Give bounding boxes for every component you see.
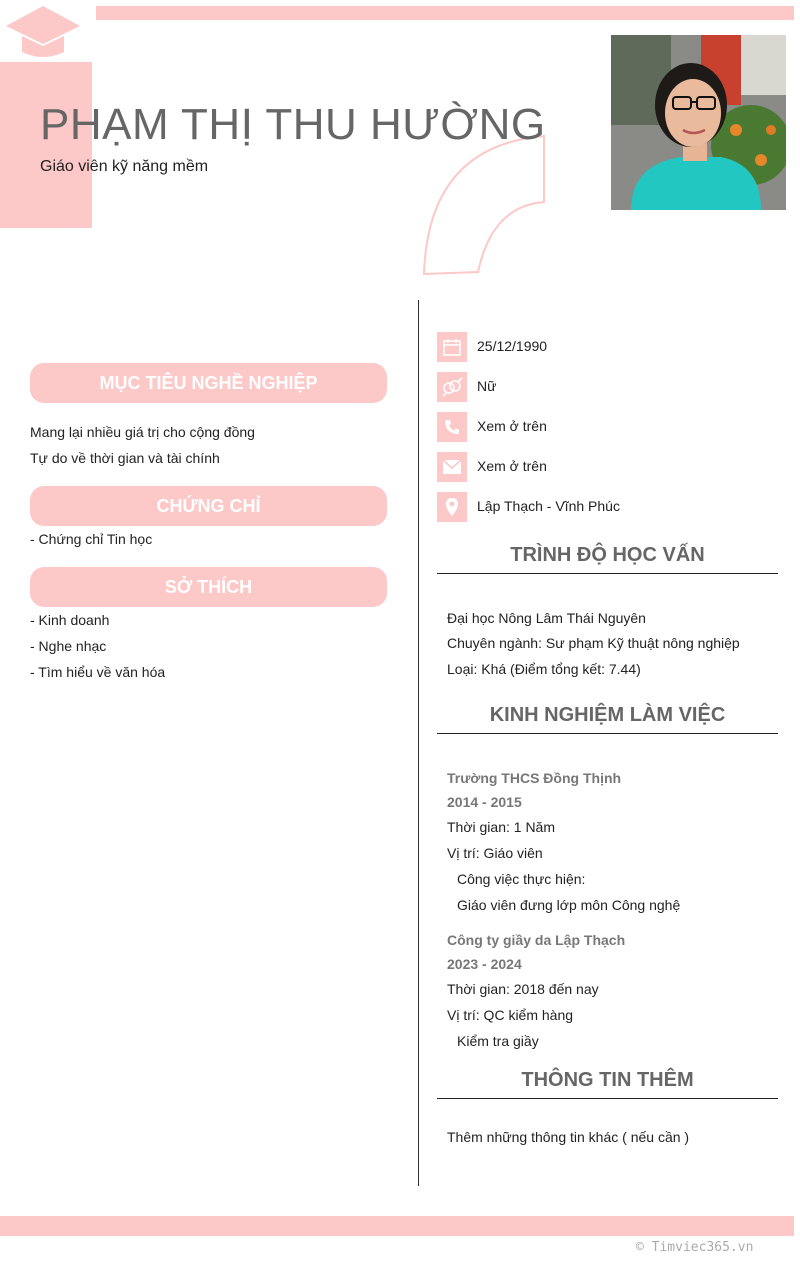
decorative-arc: [420, 134, 548, 278]
education-grade: Loại: Khá (Điểm tổng kết: 7.44): [447, 661, 641, 677]
job-2-position: Vị trí: QC kiểm hàng: [447, 1007, 574, 1023]
location-icon: [437, 492, 467, 522]
hobby-item-3: - Tìm hiểu về văn hóa: [30, 664, 166, 680]
education-heading: TRÌNH ĐỘ HỌC VẤN: [510, 544, 705, 566]
objective-heading: MỤC TIÊU NGHỀ NGHIỆP: [30, 363, 387, 403]
job-1-detail-1: Công việc thực hiện:: [457, 871, 586, 887]
job-2-duration: Thời gian: 2018 đến nay: [447, 981, 599, 997]
gender-icon: [437, 372, 467, 402]
extra-info-heading: THÔNG TIN THÊM: [521, 1069, 694, 1091]
phone-value: Xem ở trên: [477, 418, 547, 434]
objective-line-2: Tự do về thời gian và tài chính: [30, 450, 220, 466]
profile-photo: [611, 35, 786, 210]
candidate-name: PHẠM THỊ THU HƯỜNG: [40, 100, 546, 149]
education-divider: [437, 573, 778, 574]
graduation-cap-icon: [4, 4, 82, 62]
extra-info-text: Thêm những thông tin khác ( nếu cần ): [447, 1129, 690, 1145]
education-major: Chuyên ngành: Sư phạm Kỹ thuật nông nghiệp: [447, 635, 740, 651]
hobby-item-2: - Nghe nhạc: [30, 638, 107, 654]
address-value: Lập Thạch - Vĩnh Phúc: [477, 498, 620, 514]
job-1-position: Vị trí: Giáo viên: [447, 845, 543, 861]
job-1-detail-2: Giáo viên đưng lớp môn Công nghệ: [457, 897, 681, 913]
experience-heading: KINH NGHIỆM LÀM VIỆC: [489, 704, 726, 726]
job-1-duration: Thời gian: 1 Năm: [447, 819, 556, 835]
extra-info-divider: [437, 1098, 778, 1099]
job-2-company: Công ty giầy da Lập Thạch: [447, 932, 626, 948]
education-school: Đại học Nông Lâm Thái Nguyên: [447, 610, 646, 626]
birthday-value: 25/12/1990: [477, 338, 548, 354]
bottom-accent-bar: [0, 1216, 794, 1236]
hobby-item-1: - Kinh doanh: [30, 612, 110, 628]
experience-divider: [437, 733, 778, 734]
gender-value: Nữ: [477, 378, 497, 394]
email-icon: [437, 452, 467, 482]
top-accent-bar: [96, 6, 794, 20]
job-1-period: 2014 - 2015: [447, 794, 522, 810]
column-divider: [418, 300, 419, 1186]
certificate-item: - Chứng chỉ Tin học: [30, 531, 153, 547]
hobbies-heading: SỞ THÍCH: [30, 567, 387, 607]
certificates-heading: CHỨNG CHỈ: [30, 486, 387, 526]
job-title: Giáo viên kỹ năng mềm: [40, 158, 209, 175]
job-1-company: Trường THCS Đồng Thịnh: [447, 770, 622, 786]
email-value: Xem ở trên: [477, 458, 547, 474]
job-2-detail-1: Kiểm tra giầy: [457, 1033, 539, 1049]
calendar-icon: [437, 332, 467, 362]
copyright-watermark: © Timviec365.vn: [636, 1240, 754, 1255]
phone-icon: [437, 412, 467, 442]
job-2-period: 2023 - 2024: [447, 956, 522, 972]
objective-line-1: Mang lại nhiều giá trị cho cộng đồng: [30, 424, 255, 440]
